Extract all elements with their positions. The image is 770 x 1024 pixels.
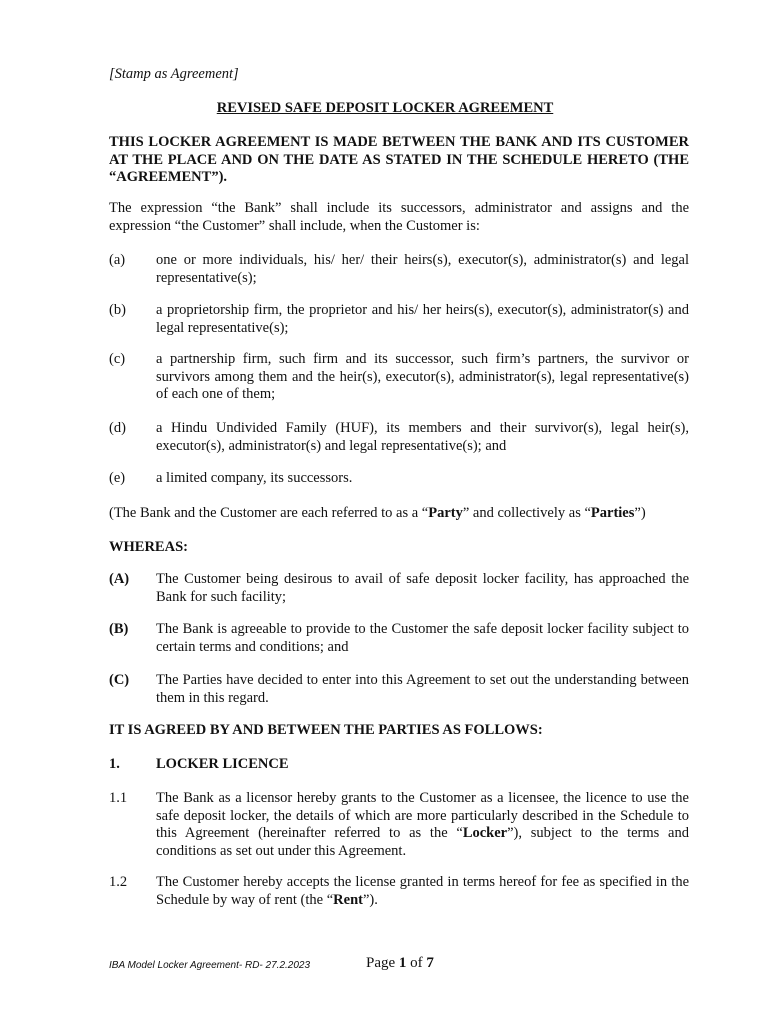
rent-term: Rent [333,891,363,908]
list-label: (d) [109,420,126,436]
clause-text: The Bank as a licensor hereby grants to the Customer as a licensee, the licence to use the safe deposit locker, the details of which are more particularly described in the Schedule to this Agreement (hereinafter referred to as the “Locker”), subject to the terms and conditions as set out under this Agreement. [156,790,689,859]
footer-document-reference: IBA Model Locker Agreement- RD- 27.2.2023 [109,960,311,971]
list-text: a limited company, its successors. [156,470,353,486]
list-text: a partnership firm, such firm and its successor, such firm’s partners, the survivor or survivors among them and the heir(s), executor(s), administrator(s), legal representative(s) of each one of them; [156,351,689,402]
agreed-heading: IT IS AGREED BY AND BETWEEN THE PARTIES AS FOLLOWS: [109,722,543,738]
list-text: a Hindu Undivided Family (HUF), its members and their survivor(s), legal heir(s), executor(s), administrator(s) and legal representative(s); and [156,420,689,454]
whereas-heading: WHEREAS: [109,539,188,555]
list-label: (c) [109,351,126,367]
list-text: a proprietorship firm, the proprietor and his/ her heirs(s), executor(s), administrator(s) and legal representative(s); [156,302,689,336]
list-text: The Parties have decided to enter into this Agreement to set out the understanding between them in this regard. [156,672,689,706]
list-text: The Bank is agreeable to provide to the Customer the safe deposit locker facility subject to certain terms and conditions; and [156,621,689,655]
list-text: one or more individuals, his/ her/ their heirs(s), executor(s), administrator(s) and legal representative(s); [156,252,689,286]
list-label: (e) [109,470,126,486]
list-label: (b) [109,302,126,318]
clause-number: 1.2 [109,874,128,890]
list-label: (C) [109,672,130,688]
expression-paragraph: The expression “the Bank” shall include its successors, administrator and assigns and the expression “the Customer” shall include, when the Customer is: [109,200,689,234]
clause-number: 1.1 [109,790,128,806]
customer-type-b [109,302,689,337]
page-number: Page 1 of 7 [366,955,434,971]
clause-text: The Customer hereby accepts the license granted in terms hereof for fee as specified in the Schedule by way of rent (the “Rent”). [156,874,689,908]
recital-b [109,621,689,656]
party-term: Party [428,505,463,521]
list-label: (B) [109,621,129,637]
document-title: REVISED SAFE DEPOSIT LOCKER AGREEMENT [216,100,554,116]
section-title: LOCKER LICENCE [156,756,289,772]
list-text: The Customer being desirous to avail of safe deposit locker facility, has approached the Bank for such facility; [156,571,689,605]
recital-c [109,672,689,707]
section-1-heading [109,756,689,774]
section-number: 1. [109,756,120,772]
customer-type-a [109,252,689,287]
customer-type-c [109,351,689,404]
parties-definition: (The Bank and the Customer are each referred to as a “Party” and collectively as “Parties”) [109,505,646,521]
locker-term: Locker [462,825,508,841]
clause-1-2 [109,874,689,909]
stamp-note: [Stamp as Agreement] [109,66,239,82]
parties-term: Parties [590,505,635,521]
intro-paragraph: THIS LOCKER AGREEMENT IS MADE BETWEEN THE BANK AND ITS CUSTOMER AT THE PLACE AND ON THE DATE AS STATED IN THE SCHEDULE HERETO (THE “AGREEMENT”). [109,134,689,185]
list-label: (a) [109,252,126,268]
customer-type-d [109,420,689,455]
recital-a [109,571,689,606]
clause-1-1 [109,790,689,860]
list-label: (A) [109,571,130,587]
customer-type-e [109,470,689,488]
